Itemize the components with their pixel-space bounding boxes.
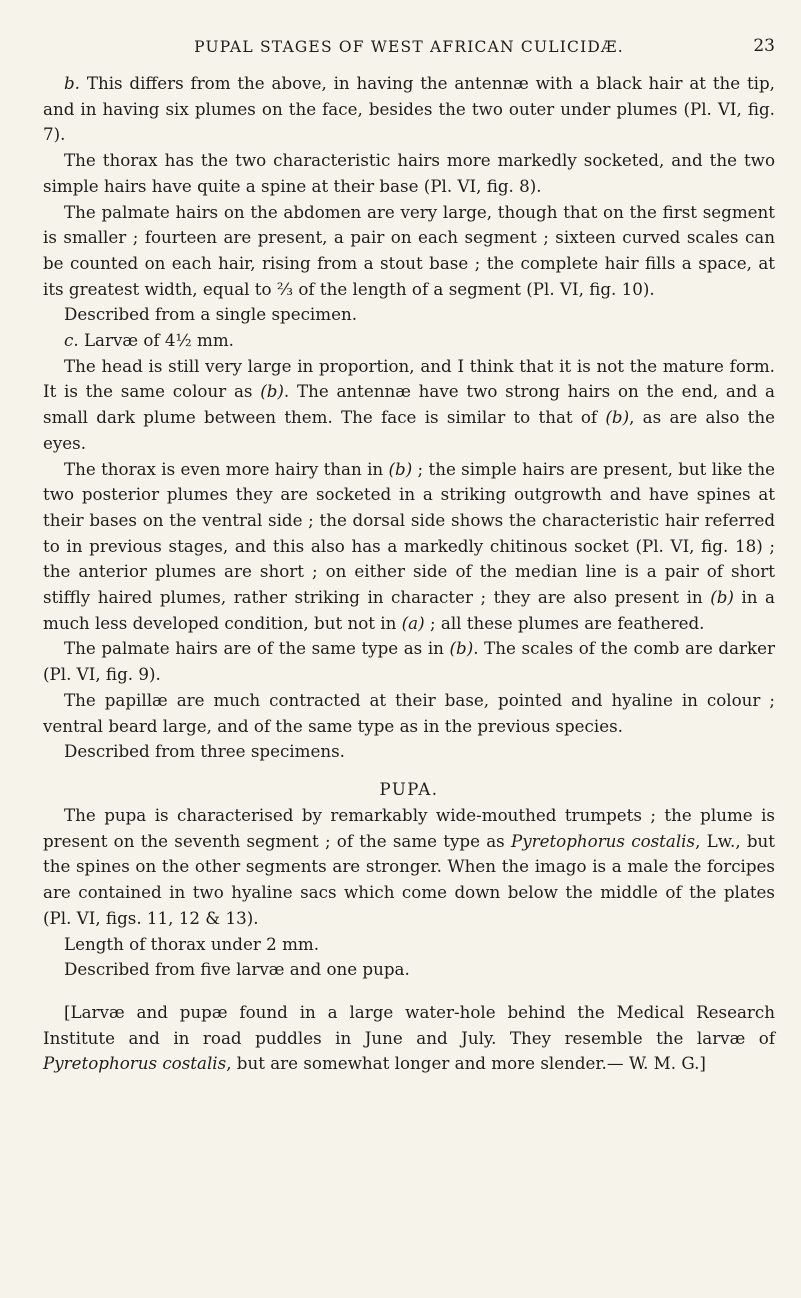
paragraph-larva-c-papillae: The papillæ are much contracted at their base, pointed and hyaline in colour ; ventral beard large, and of the same type as in the previous species. (43, 689, 775, 736)
paragraph-larva-c-thorax: The thorax is even more hairy than in (b) ; the simple hairs are present, but like the two posterior plumes they are socketed in a striking outgrowth and have spines at their bases on the ventral side ; the dorsal side shows the characteristic hair referred to in previous stages, and this also has a markedly chitinous socket (Pl. VI, fig. 18) ; the anterior plumes are short ; on either side of the median line is a pair of short stiffly haired plumes, rather striking in character ; they are also present in (b) in a much less developed condition, but not in (a) ; all these plumes are feathered. (43, 458, 776, 633)
paragraph-pupa-description: The pupa is characterised by remarkably wide-mouthed trumpets ; the plume is present on the seventh segment ; of the same type as Pyretophorus costalis, Lw., but the spines on the other segments are stronger. When the imago is a male the forcipes are contained in two hyaline sacs which come down below the middle of the plates (Pl. VI, figs. 11, 12 & 13). (43, 804, 775, 928)
paragraph-pupa-thorax-length: Length of thorax under 2 mm. (64, 933, 320, 954)
page-header (43, 0, 775, 58)
running-title: PUPAL STAGES OF WEST AFRICAN CULICIDÆ. (194, 38, 624, 56)
paragraph-larva-b-specimen: Described from a single specimen. (64, 304, 358, 325)
paragraph-larva-b-palmate-hairs: The palmate hairs on the abdomen are very large, though that on the first segment is smaller ; fourteen are present, a pair on each segment ; sixteen curved scales can be counted on each hair, rising from a stout base ; the complete hair fills a space, at its greatest width, equal to ⅔ of the length of a segment (Pl. VI, fig. 10). (43, 201, 775, 299)
paragraph-pupa-specimens: Described from five larvæ and one pupa. (64, 959, 410, 980)
page-number: 23 (753, 36, 775, 56)
paragraph-larva-c-head: The head is still very large in proportion, and I think that it is not the mature form. It is the same colour as (b). The antennæ have two strong hairs on the end, and a small dark plume between them. The face is similar to that of (b), as are also the eyes. (43, 355, 776, 453)
section-heading-pupa: PUPA. (379, 779, 439, 799)
paragraph-larva-c-specimens: Described from three specimens. (64, 741, 345, 762)
paragraph-larva-c-size: c. Larvæ of 4½ mm. (64, 330, 234, 351)
article-body (43, 71, 775, 1077)
paragraph-collection-note: [Larvæ and pupæ found in a large water-hole behind the Medical Research Institute and in road puddles in June and July. They resemble the larvæ of Pyretophorus costalis, but are somewhat longer and more slender.— W. M. G.] (43, 1001, 775, 1074)
paragraph-larva-b-thorax: The thorax has the two characteristic hairs more markedly socketed, and the two simple hairs have quite a spine at their base (Pl. VI, fig. 8). (43, 150, 775, 196)
paragraph-larva-c-palmate-hairs: The palmate hairs are of the same type as in (b). The scales of the comb are darker (Pl. VI, fig. 9). (43, 638, 775, 685)
paragraph-larva-b-antennae: b. This differs from the above, in having the antennæ with a black hair at the tip, and in having six plumes on the face, besides the two outer under plumes (Pl. VI, fig. 7). (43, 73, 775, 145)
